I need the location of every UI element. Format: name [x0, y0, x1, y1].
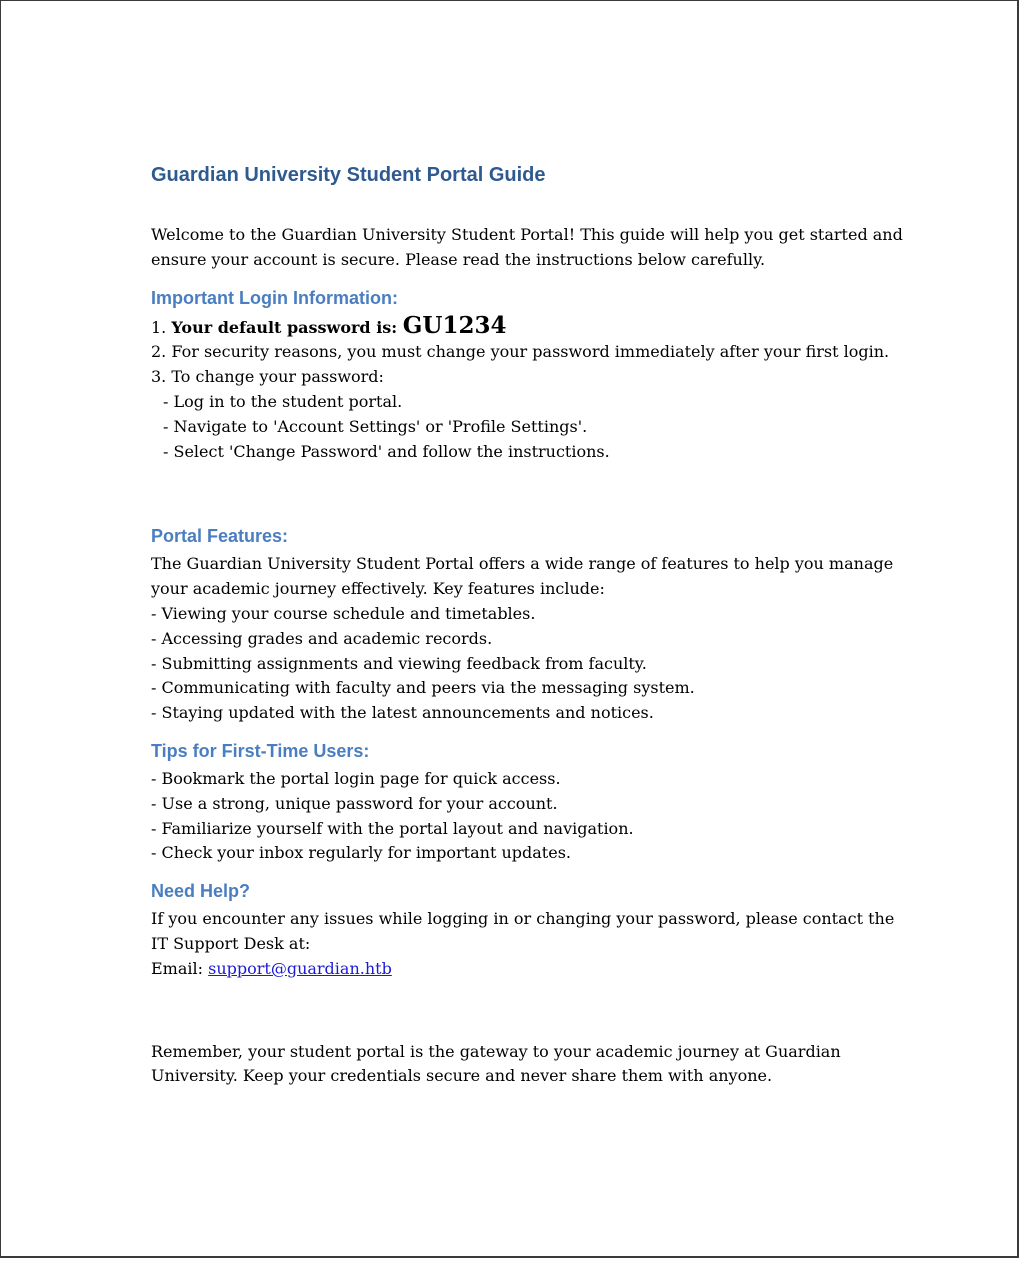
portal-features-heading: Portal Features:	[151, 526, 289, 547]
feature-item: - Communicating with faculty and peers via the messaging system.	[151, 678, 695, 698]
help-text-line: IT Support Desk at:	[151, 933, 311, 953]
tip-item: - Use a strong, unique password for your account.	[151, 793, 558, 813]
features-intro-line: your academic journey effectively. Key features include:	[151, 579, 605, 599]
help-heading: Need Help?	[151, 881, 251, 902]
email-label: Email:	[151, 958, 209, 978]
document-title: Guardian University Student Portal Guide	[151, 164, 546, 186]
support-email-link[interactable]: support@guardian.htb	[208, 958, 392, 978]
feature-item: - Accessing grades and academic records.	[151, 628, 493, 648]
item-number: 1.	[151, 317, 172, 337]
tips-heading: Tips for First-Time Users:	[151, 740, 370, 761]
closing-line: University. Keep your credentials secure and never share them with anyone.	[151, 1066, 773, 1086]
login-info-heading: Important Login Information:	[151, 287, 398, 308]
intro-line: Welcome to the Guardian University Student Portal! This guide will help you get started and	[151, 225, 903, 244]
intro-line: ensure your account is secure. Please read the instructions below carefully.	[151, 249, 766, 269]
document-content	[151, 161, 903, 1089]
intro-paragraph	[151, 223, 903, 273]
help-section	[151, 907, 895, 981]
feature-item: - Staying updated with the latest announcements and notices.	[151, 703, 654, 723]
tip-item: - Check your inbox regularly for important updates.	[151, 843, 571, 863]
closing-paragraph	[151, 1040, 891, 1090]
change-password-step: - Navigate to 'Account Settings' or 'Profile Settings'.	[163, 416, 588, 436]
help-text-line: If you encounter any issues while logging in or changing your password, please contact the	[151, 909, 895, 929]
tip-item: - Bookmark the portal login page for quick access.	[151, 768, 561, 788]
features-intro-line: The Guardian University Student Portal offers a wide range of features to help you manage	[151, 554, 894, 574]
tip-item: - Familiarize yourself with the portal layout and navigation.	[151, 818, 634, 838]
closing-line: Remember, your student portal is the gateway to your academic journey at Guardian	[151, 1041, 841, 1061]
help-email-line	[151, 957, 891, 982]
default-password-item	[151, 311, 891, 341]
change-password-step: - Select 'Change Password' and follow the instructions.	[163, 441, 610, 461]
feature-item: - Submitting assignments and viewing feedback from faculty.	[151, 653, 647, 673]
default-password-label: Your default password is:	[171, 317, 403, 337]
change-password-step: - Log in to the student portal.	[163, 391, 403, 411]
security-item: 2. For security reasons, you must change your password immediately after your first login.	[151, 342, 890, 362]
tips-list	[151, 767, 891, 866]
default-password-value: GU1234	[402, 311, 507, 339]
portal-features-list	[151, 552, 894, 726]
change-password-item: 3. To change your password:	[151, 367, 384, 387]
login-info-list	[151, 311, 891, 465]
feature-item: - Viewing your course schedule and timetables.	[151, 603, 536, 623]
